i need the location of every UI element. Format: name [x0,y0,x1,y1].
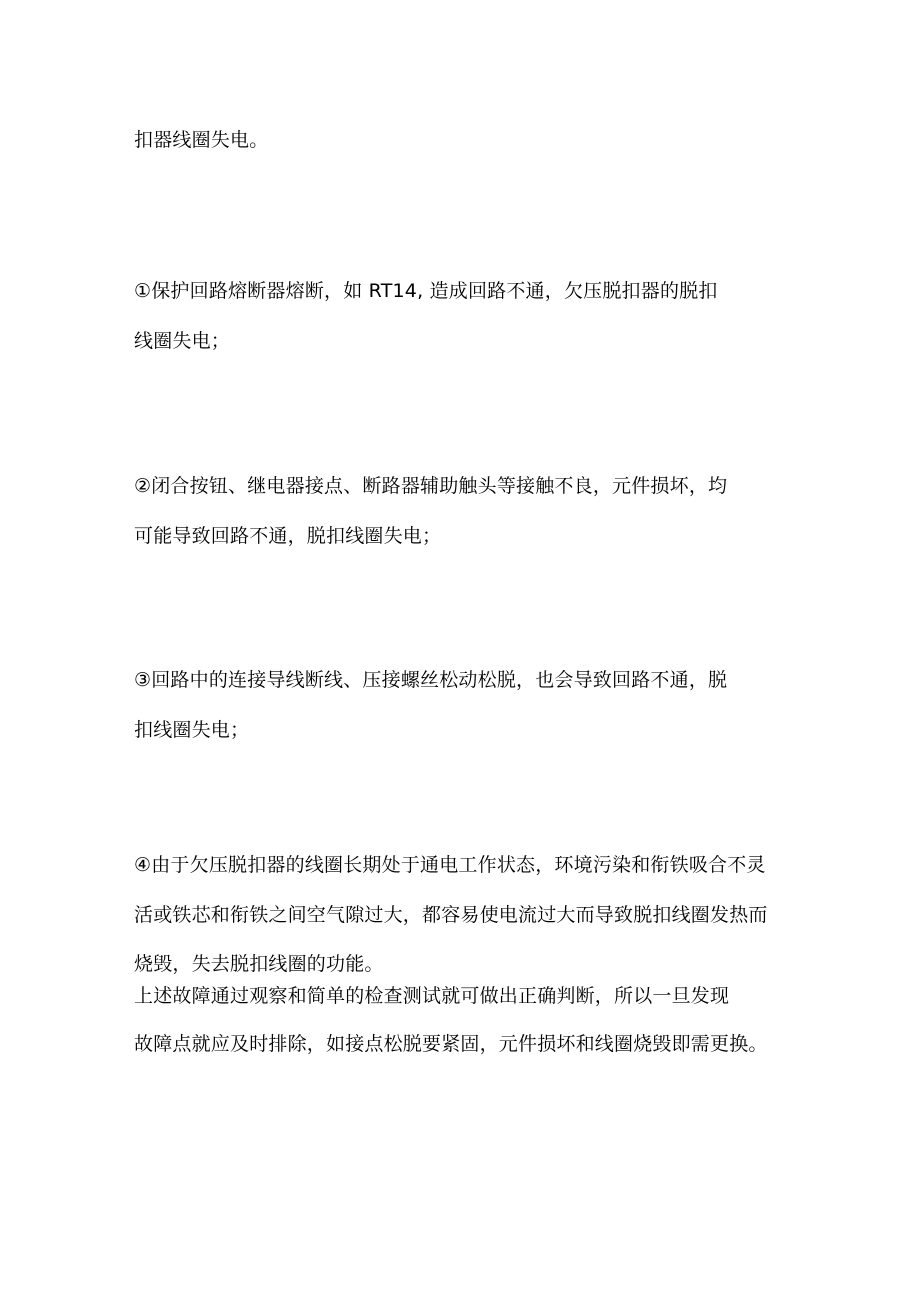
text-line-6: ③回路中的连接导线断线、压接螺丝松动松脱，也会导致回路不通，脱 [134,669,728,691]
text-line-5: 可能导致回路不通，脱扣线圈失电； [134,525,442,547]
text-line-11: 上述故障通过观察和简单的检查测试就可做出正确判断，所以一旦发现 [134,985,730,1007]
text-line-10: 烧毁，失去脱扣线圈的功能。 [134,953,384,975]
text-line-3: 线圈失电； [134,330,231,352]
text-line-7: 扣线圈失电； [134,719,250,741]
text-line-4: ②闭合按钮、继电器接点、断路器辅助触头等接触不良，元件损坏，均 [134,475,728,497]
text-line-2: ①保护回路熔断器熔断，如 RT14, 造成回路不通，欠压脱扣器的脱扣 [134,280,718,302]
text-line-12: 故障点就应及时排除，如接点松脱要紧固，元件损坏和线圈烧毁即需更换。 [134,1033,768,1055]
text-line-8: ④由于欠压脱扣器的线圈长期处于通电工作状态，环境污染和衔铁吸合不灵 [134,854,766,876]
text-line-1: 扣器线圈失电。 [134,129,269,151]
text-line-9: 活或铁芯和衔铁之间空气隙过大，都容易使电流过大而导致脱扣线圈发热而 [134,904,768,926]
